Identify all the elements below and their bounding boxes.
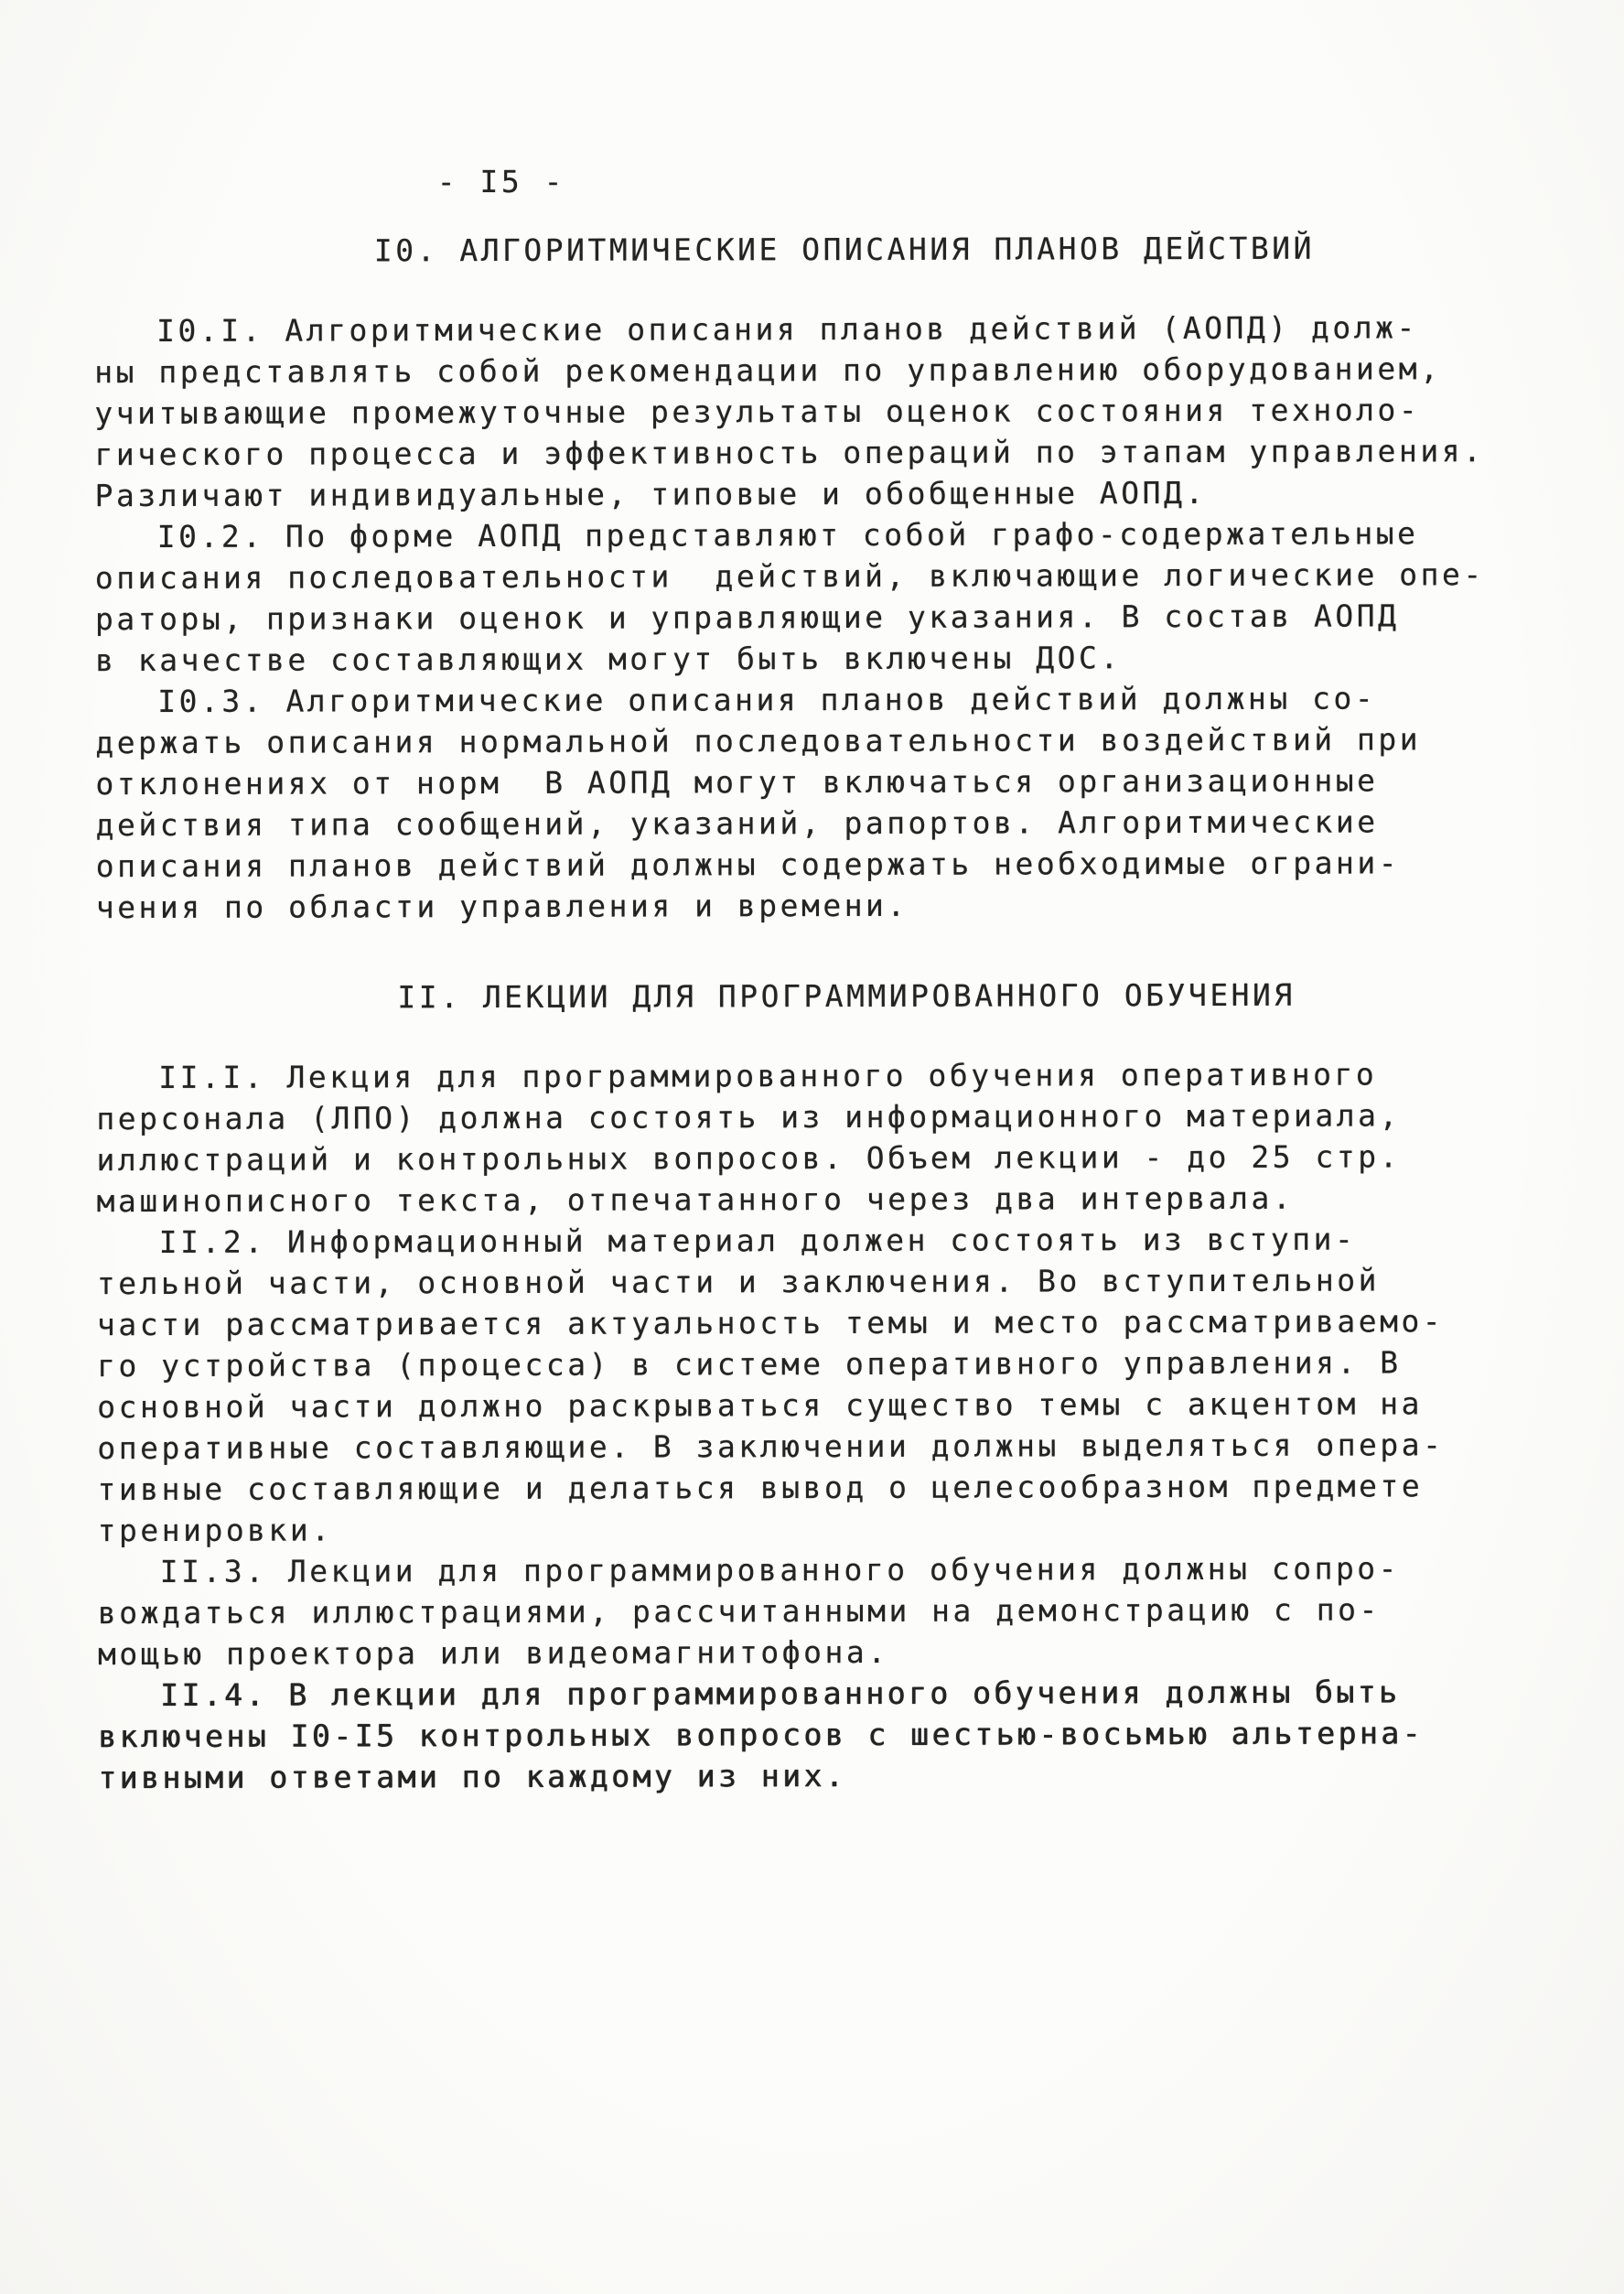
section-11-heading: II. ЛЕКЦИИ ДЛЯ ПРОГРАММИРОВАННОГО ОБУЧЕНИЯ [397,976,1296,1016]
paragraph-10-1: I0.I. Алгоритмические описания планов действий (АОПД) долж- ны представлять собой рекомендации по управлению оборудованием, учитывающие промежуточные результаты оценок состояния техноло- гического процесса и эффективность операций по этапам управления. Различают индивидуальные, типовые и обобщенные АОПД. [94,309,1485,514]
paragraph-11-4: II.4. В лекции для программированного обучения должны быть включены I0-I5 контрольных вопросов с шестью-восьмью альтерна- тивными ответами по каждому из них. [98,1674,1425,1796]
paragraph-11-2: II.2. Информационный материал должен состоять из вступи- тельной части, основной части и заключения. Во вступительной части рассматривается актуальность темы и место рассматриваемо- го устройства (процесса) в системе оперативного управления. В основной части должно раскрываться существо темы с акцентом на оперативные составляющие. В заключении должны выделяться опера- тивные составляющие и делаться вывод о целесообразном предмете тренировки. [96,1221,1445,1549]
section-11 [96,974,1598,1798]
page-content [94,158,1599,1798]
page-number: - I5 - [436,163,565,200]
section-10 [94,227,1597,928]
paragraph-10-3: I0.3. Алгоритмические описания планов действий должны со- держать описания нормальной последовательности воздействий при отклонениях от норм В АОПД могут включаться организационные действия типа сообщений, указаний, рапортов. Алгоритмические описания планов действий должны содержать необходимые ограни- чения по области управления и времени. [95,680,1422,926]
paragraph-11-3: II.3. Лекции для программированного обучения должны сопро- вождаться иллюстрациями, рассчитанными на демонстрацию с по- мощью проектора или видеомагнитофона. [97,1550,1401,1673]
paragraph-11-1: II.I. Лекция для программированного обучения оперативного персонала (ЛПО) должна состоять из информационного материала, иллюстраций и контрольных вопросов. Объем лекции - до 25 стр. машинописного текста, отпечатанного через два интервала. [96,1056,1402,1220]
section-10-heading: I0. АЛГОРИТМИЧЕСКИЕ ОПИСАНИЯ ПЛАНОВ ДЕЙСТВИЙ [373,230,1316,269]
paragraph-10-2: I0.2. По форме АОПД представляют собой графо-содержательные описания последовательности действий, включающие логические опе- раторы, признаки оценок и управляющие указания. В состав АОПД в качестве составляющих могут быть включены ДОС. [94,515,1485,679]
